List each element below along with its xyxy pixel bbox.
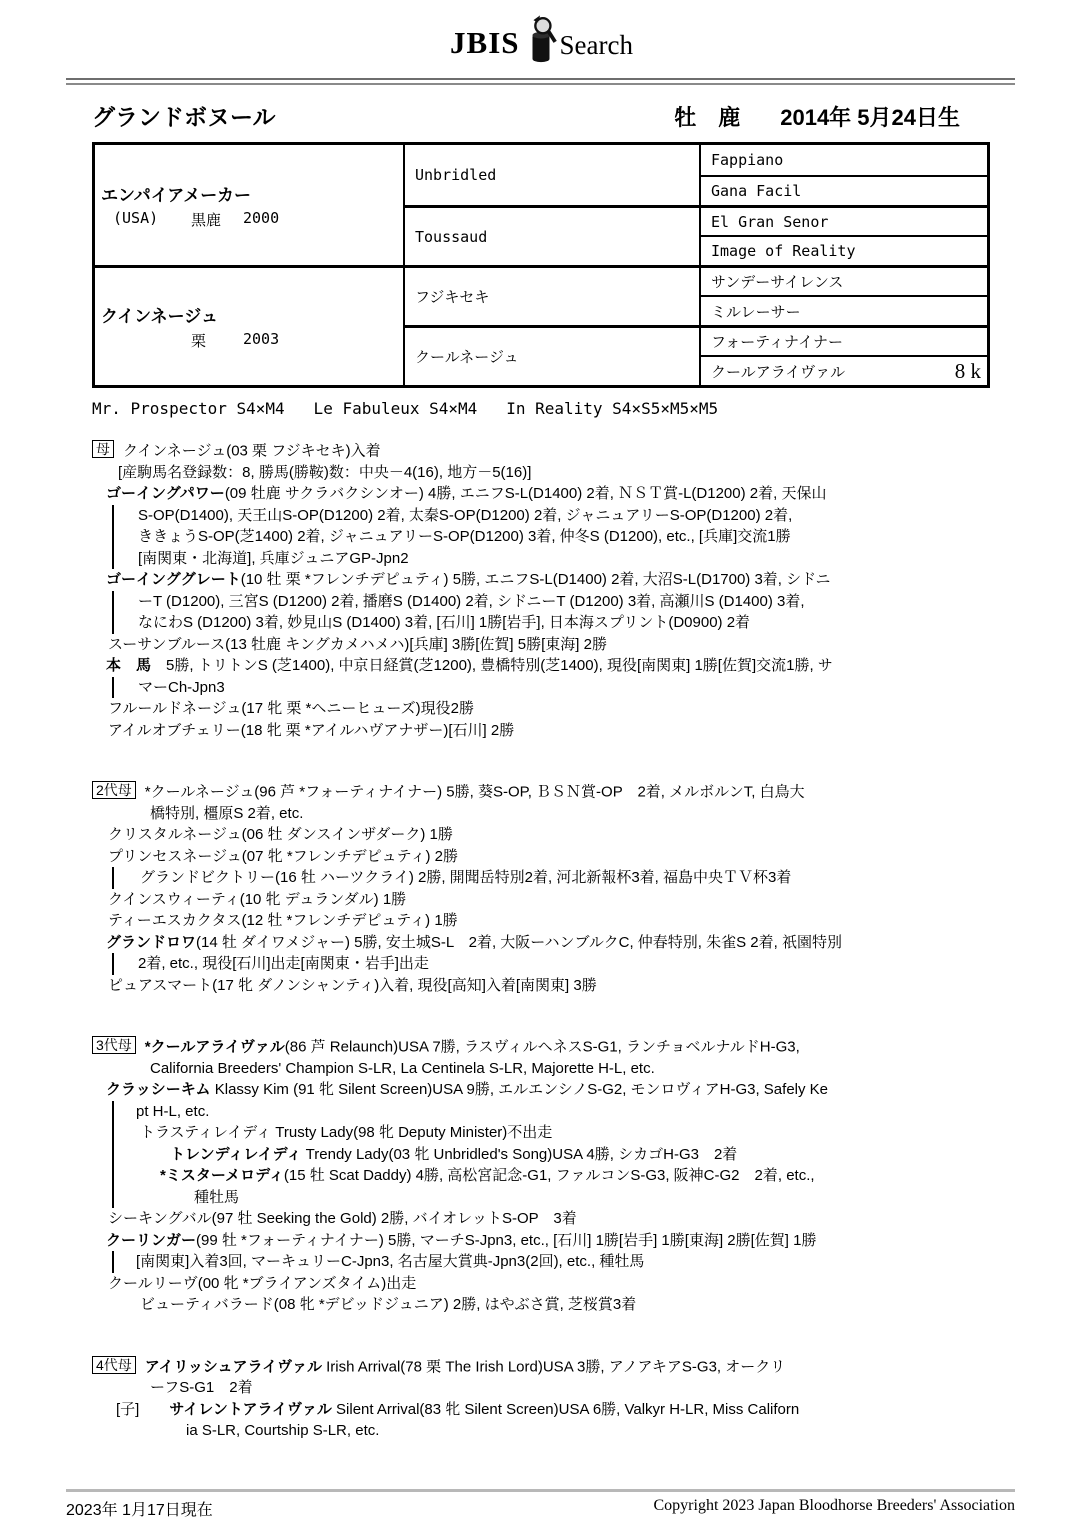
line-text: ティーエスカクタス(12 牡 *フレンチデピュティ) 1勝 [108, 912, 458, 929]
line-text: [南関東・北海道], 兵庫ジュニアGP-Jpn2 [138, 549, 409, 567]
horse-name: 本 馬 [106, 657, 152, 674]
pedigree-line [92, 932, 1052, 954]
sire-name: エンパイアメーカー [101, 185, 251, 205]
line-text: トラスティレイディ Trusty Lady(98 牝 Deputy Minister)不出走 [140, 1124, 553, 1141]
dam-detail [101, 330, 279, 351]
horse-name: ゴーイングパワー [106, 485, 225, 502]
child-label: [子] [116, 1400, 140, 1418]
inbreeding-line: Mr. Prospector S4×M4 Le Fabuleux S4×M4 In Reality S4×S5×M5×M5 [92, 399, 719, 418]
generation-label: 母 [92, 440, 114, 458]
ggp-cell: Gana Facil [699, 175, 987, 205]
line-text: プリンセスネージュ(07 牝 *フレンチデピュティ) 2勝 [108, 847, 458, 865]
footer-copyright: Copyright 2023 Japan Bloodhorse Breeders' Association [653, 1497, 1015, 1514]
line-text: グランドビクトリー(16 牡 ハーツクライ) 2勝, 開聞岳特別2着, 河北新報杯3着, 福島中央ＴＶ杯3着 [140, 869, 792, 886]
tree-connector-bar [112, 1165, 114, 1187]
tree-connector-bar [112, 1187, 114, 1209]
ggp-cell: El Gran Senor [699, 205, 987, 235]
horse-name: クラッシーキム [106, 1081, 211, 1098]
line-text: シーキングバル(97 牡 Seeking the Gold) 2勝, バイオレットS-OP 3着 [108, 1210, 577, 1227]
horse-name: サイレントアライヴァル [169, 1400, 332, 1418]
horse-attributes [674, 101, 990, 132]
pedigree-line [92, 1165, 1052, 1187]
ggp-cell: ミルレーサー [699, 295, 987, 325]
pedigree-line [92, 867, 1052, 889]
pedigree-line [92, 1208, 1052, 1230]
line-text: (14 牡 ダイワメジャー) 5勝, 安土城S-L 2着, 大阪ーハンブルクC, 仲春特別, 朱雀S 2着, 祇園特別 [196, 933, 842, 951]
pedigree-line [92, 720, 1052, 742]
tree-connector-bar [112, 867, 114, 889]
tree-connector-bar [112, 1144, 114, 1166]
pedigree-line [92, 1420, 1052, 1442]
pedigree-line [92, 889, 1052, 911]
pedigree-line [92, 824, 1052, 846]
tree-connector-bar [112, 953, 114, 975]
tree-connector-bar [112, 591, 114, 613]
line-text: (15 牡 Scat Daddy) 4勝, 高松宮記念-G1, ファルコンS-G3, 阪神C-G2 2着, etc., [283, 1167, 815, 1184]
pedigree-line [92, 1399, 1052, 1421]
line-text: California Breeders' Champion S-LR, La Centinela S-LR, Majorette H-L, etc. [150, 1059, 655, 1077]
sire-year: 2000 [243, 208, 280, 227]
jbis-logo-text-right: Search [559, 30, 633, 60]
pedigree-line [92, 462, 1052, 484]
tree-connector-bar [112, 505, 114, 527]
pedigree-table [92, 142, 990, 388]
pedigree-line [92, 1036, 1052, 1058]
birth-date: 2014年 5月24日生 [780, 105, 960, 130]
line-text: ピュアスマート(17 牝 ダノンシャンティ)入着, 現役[高知]入着[南関東] 3勝 [108, 976, 597, 994]
ggp-cell: サンデーサイレンス [699, 265, 987, 295]
dam-name: クインネージュ [101, 307, 218, 326]
pedigree-detail [92, 440, 1052, 1442]
line-text: (10 牡 栗 *フレンチデピュティ) 5勝, エニフS-L(D1400) 2着, 大沼S-L(D1700) 3着, シドニ [240, 571, 831, 588]
pedigree-line [92, 655, 1052, 677]
line-text: Silent Arrival(83 牝 Silent Screen)USA 6勝, Valkyr H-LR, Miss Californ [331, 1400, 800, 1418]
pedigree-line [92, 483, 1052, 505]
pedigree-line [92, 910, 1052, 932]
pedigree-line [92, 953, 1052, 975]
line-text: Trendy Lady(03 牝 Unbridled's Song)USA 4勝, シカゴH-G3 2着 [301, 1145, 738, 1163]
line-text: ーフS-G1 2着 [150, 1379, 253, 1396]
pedigree-line [92, 975, 1052, 997]
line-text: クリスタルネージュ(06 牡 ダンスインザダーク) 1勝 [108, 826, 453, 843]
footer [66, 1497, 1015, 1520]
horse-name: ゴーインググレート [106, 571, 241, 588]
tree-connector-bar [112, 548, 114, 570]
pedigree-line [92, 569, 1052, 591]
line-text: 5勝, トリトンS (芝1400), 中京日経賞(芝1200), 豊橋特別(芝1400), 現役[南関東] 1勝[佐賀]交流1勝, サ [151, 657, 833, 674]
ggp-cell [699, 355, 987, 385]
line-text: なにわS (D1200) 3着, 妙見山S (D1400) 3着, [石川] 1勝[岩手], 日本海スプリント(D0900) 2着 [138, 614, 751, 631]
jbis-logo-text-left: JBIS [450, 25, 520, 60]
line-text: ia S-LR, Courtship S-LR, etc. [186, 1422, 380, 1439]
tree-connector-bar [112, 1101, 114, 1123]
header-separator [66, 78, 1015, 85]
pedigree-line [92, 548, 1052, 570]
pedigree-line [92, 677, 1052, 699]
dam-coat: 栗 [191, 333, 207, 350]
horse-name: *クールアライヴァル [144, 1038, 285, 1056]
footer-separator [66, 1489, 1015, 1492]
line-text: 橋特別, 橿原S 2着, etc. [150, 804, 304, 822]
title-row [92, 99, 990, 132]
pedigree-line [92, 1187, 1052, 1209]
pedigree-line [92, 612, 1052, 634]
line-text: ーT (D1200), 三宮S (D1200) 2着, 播磨S (D1400) 2着, シドニーT (D1200) 3着, 高瀬川S (D1400) 3着, [138, 592, 805, 610]
pedigree-line [92, 803, 1052, 825]
line-text: pt H-L, etc. [136, 1102, 210, 1120]
line-text: マーCh-Jpn3 [138, 678, 225, 696]
pedigree-line [92, 440, 1052, 462]
grandsire-cell: フジキセキ [403, 265, 699, 325]
line-text: スーサンブルース(13 牡鹿 キングカメハメハ)[兵庫] 3勝[佐賀] 5勝[東海] 2勝 [108, 635, 607, 653]
line-text: ビューティバラード(08 牝 *デビッドジュニア) 2勝, はやぶさ賞, 芝桜賞3着 [140, 1296, 637, 1313]
pedigree-line [92, 1294, 1052, 1316]
tree-connector-bar [112, 526, 114, 548]
line-text: (99 牡 *フォーティナイナー) 5勝, マーチS-Jpn3, etc., [石川] 1勝[岩手] 1勝[東海] 2勝[佐賀] 1勝 [196, 1231, 817, 1249]
dam-country [113, 330, 191, 351]
line-text: (86 芦 Relaunch)USA 7勝, ラスヴィルヘネスS-G1, ランチョベルナルドH-G3, [284, 1038, 800, 1056]
ggp-cell: Fappiano [699, 145, 987, 175]
line-text: [産駒馬名登録数：8, 勝馬(勝鞍)数：中央－4(16), 地方－5(16)] [118, 463, 532, 481]
pedigree-line [92, 634, 1052, 656]
line-text: 2着, etc., 現役[石川]出走[南関東・岩手]出走 [138, 955, 429, 972]
dam-cell [95, 265, 403, 385]
ggp-name: クールアライヴァル [711, 363, 846, 381]
sire-detail [101, 209, 279, 230]
tree-connector-bar [112, 1251, 114, 1273]
sire-coat: 黒鹿 [191, 211, 222, 229]
footer-date: 2023年 1月17日現在 [66, 1502, 213, 1519]
pedigree-line [92, 1144, 1052, 1166]
granddam-cell: Toussaud [403, 205, 699, 265]
pedigree-line [92, 591, 1052, 613]
generation-label: 3代母 [92, 1036, 136, 1054]
pedigree-line [92, 1377, 1052, 1399]
line-text: Irish Arrival(78 栗 The Irish Lord)USA 3勝, アノアキアS-G3, オークリ [321, 1358, 786, 1375]
ggp-cell: フォーティナイナー [699, 325, 987, 355]
line-text: アイルオブチェリー(18 牝 栗 *アイルハヴアナザー)[石川] 2勝 [108, 721, 515, 739]
cell-note: 8 k [954, 358, 981, 383]
generation-label: 2代母 [92, 781, 136, 799]
pedigree-line [92, 1058, 1052, 1080]
horse-name: クーリンガー [106, 1231, 197, 1249]
line-text: クールリーヴ(00 牝 *ブライアンズタイム)出走 [108, 1274, 417, 1292]
granddam-cell: クールネージュ [403, 325, 699, 385]
sire-cell [95, 145, 403, 265]
jbis-logo [0, 12, 1083, 61]
pedigree-line [92, 1230, 1052, 1252]
line-text: S-OP(D1400), 天王山S-OP(D1200) 2着, 太秦S-OP(D1200) 2着, ジャニュアリーS-OP(D1200) 2着, [138, 506, 793, 524]
dam-year: 2003 [243, 330, 280, 348]
tree-connector-bar [112, 1122, 114, 1144]
line-text: 種牡馬 [194, 1188, 240, 1206]
pedigree-line [92, 505, 1052, 527]
sex-coat: 牡 鹿 [674, 105, 741, 130]
pedigree-line [92, 1122, 1052, 1144]
line-text: (09 牡鹿 サクラバクシンオー) 4勝, エニフS-L(D1400) 2着, ＮＳＴ賞-L(D1200) 2着, 天保山 [224, 485, 827, 502]
pedigree-line [92, 1101, 1052, 1123]
generation-label: 4代母 [92, 1356, 136, 1374]
sire-country: (USA) [113, 208, 159, 227]
tree-connector-bar [112, 677, 114, 699]
horse-name: トレンディレイディ [170, 1145, 302, 1163]
pedigree-line [92, 1273, 1052, 1295]
line-text: [南関東]入着3回, マーキュリーC-Jpn3, 名古屋大賞典-Jpn3(2回), etc., 種牡馬 [136, 1253, 645, 1270]
line-text: *クールネージュ(96 芦 *フォーティナイナー) 5勝, 葵S-OP, ＢＳＮ賞-OP 2着, メルボルンT, 白鳥大 [144, 783, 805, 801]
pedigree-line [92, 526, 1052, 548]
jbis-magnifier-jar-icon [524, 12, 558, 66]
pedigree-line [92, 1251, 1052, 1273]
horse-title: グランドボヌール [92, 104, 276, 130]
pedigree-line [92, 1356, 1052, 1378]
pedigree-line [92, 781, 1052, 803]
pedigree-line [92, 846, 1052, 868]
pedigree-line [92, 698, 1052, 720]
line-text: クインスウィーティ(10 牝 デュランダル) 1勝 [108, 890, 407, 908]
line-text: フルールドネージュ(17 牝 栗 *ヘニーヒューズ)現役2勝 [108, 700, 474, 717]
horse-name: グランドロワ [106, 933, 197, 951]
tree-connector-bar [112, 612, 114, 634]
grandsire-cell: Unbridled [403, 145, 699, 205]
horse-name: *ミスターメロディ [160, 1167, 284, 1184]
pedigree-line [92, 1079, 1052, 1101]
line-text: クインネージュ(03 栗 フジキセキ)入着 [123, 442, 381, 460]
ggp-cell: Image of Reality [699, 235, 987, 265]
line-text: ききょうS-OP(芝1400) 2着, ジャニュアリーS-OP(D1200) 3着, 仲冬S (D1200), etc., [兵庫]交流1勝 [138, 528, 791, 545]
line-text: Klassy Kim (91 牝 Silent Screen)USA 9勝, エルエンシノS-G2, モンロヴィアH-G3, Safely Ke [210, 1081, 829, 1098]
horse-name: アイリッシュアライヴァル [144, 1358, 322, 1375]
